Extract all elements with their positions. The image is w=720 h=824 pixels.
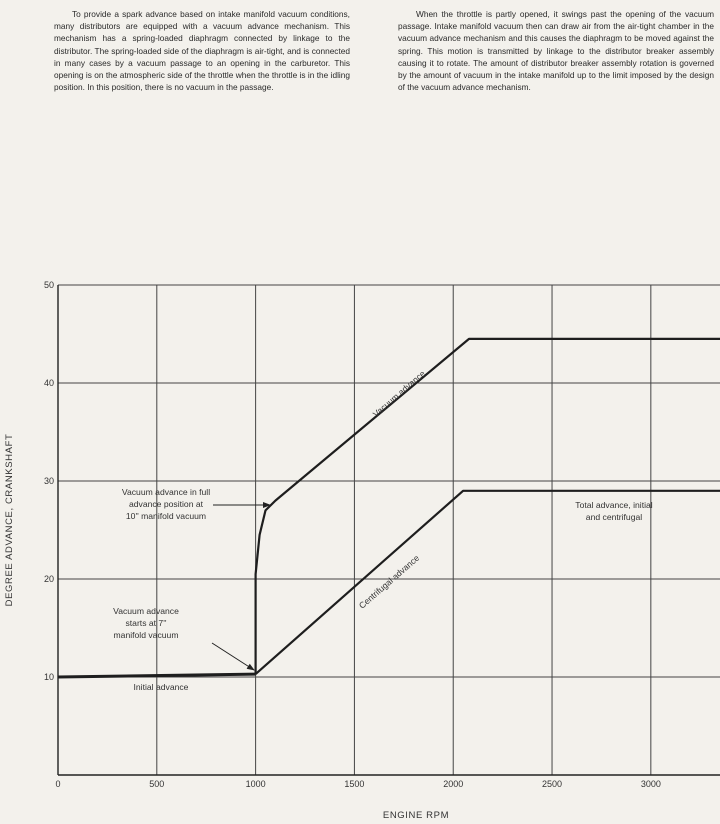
annotation-vacuum-full-line-2: advance position at bbox=[128, 499, 204, 509]
annotation-total-advance bbox=[575, 500, 652, 522]
annotation-vacuum-full-line-1: Vacuum advance in full bbox=[121, 487, 211, 497]
x-tick-label-0: 0 bbox=[55, 779, 61, 789]
y-tick-label-30: 30 bbox=[43, 476, 54, 486]
annotation-total-line-1: Total advance, initial bbox=[575, 500, 653, 510]
x-tick-label-3000: 3000 bbox=[640, 779, 661, 789]
x-tick-label-1000: 1000 bbox=[245, 779, 266, 789]
y-tick-label-10: 10 bbox=[43, 672, 54, 682]
label-vacuum-advance: Vacuum advance bbox=[370, 368, 428, 420]
annotation-initial-advance: Initial advance bbox=[133, 682, 189, 692]
right-paragraph: When the throttle is partly opened, it swings past the opening of the vacuum passage. Intake manifold vacuum then can draw air from the air-tight chamber in the vacuum advance mechanism and this causes the diaphragm to be moved against the spring. This motion is transmitted by linkage to the distributor breaker assembly causing it to rotate. The amount of distributor breaker assembly rotation is governed by the amount of vacuum in the intake manifold up to the limit imposed by the design of the vacuum advance mechanism. bbox=[398, 9, 714, 93]
x-axis-title: ENGINE RPM bbox=[382, 810, 450, 821]
y-tick-label-20: 20 bbox=[43, 574, 54, 584]
x-tick-label-500: 500 bbox=[149, 779, 165, 789]
annotation-vacuum-full bbox=[122, 487, 270, 521]
annotation-vacuum-starts-line-2: starts at 7'' bbox=[125, 618, 167, 628]
tick-labels bbox=[44, 280, 661, 789]
x-tick-label-1500: 1500 bbox=[344, 779, 365, 789]
left-paragraph: To provide a spark advance based on intake manifold vacuum conditions, many distributors are equipped with a vacuum advance mechanism. This mechanism has a spring-loaded diaphragm connected by linkage to the distributor. The spring-loaded side of the diaphragm is air-tight, and is connected in many cases by a vacuum passage to an opening in the carburetor. This opening is on the atmospheric side of the throttle when the throttle is in the idling position. In this position, there is no vacuum in the passage. bbox=[54, 9, 350, 93]
annotation-vacuum-starts-line-3: manifold vacuum bbox=[113, 630, 179, 640]
y-axis-title: DEGREE ADVANCE, CRANKSHAFT bbox=[4, 433, 15, 607]
annotation-vacuum-full-line-3: 10'' manifold vacuum bbox=[125, 511, 207, 521]
annotation-vacuum-starts-arrow bbox=[212, 643, 254, 670]
annotation-vacuum-starts bbox=[113, 606, 254, 670]
x-tick-label-2000: 2000 bbox=[443, 779, 464, 789]
x-tick-label-2500: 2500 bbox=[542, 779, 563, 789]
grid bbox=[58, 285, 720, 775]
y-tick-label-50: 50 bbox=[43, 280, 54, 290]
label-centrifugal-advance: Centrifugal advance bbox=[356, 552, 422, 611]
annotation-total-line-2: and centrifugal bbox=[585, 512, 643, 522]
y-tick-label-40: 40 bbox=[43, 378, 54, 388]
annotation-vacuum-starts-line-1: Vacuum advance bbox=[113, 606, 179, 616]
